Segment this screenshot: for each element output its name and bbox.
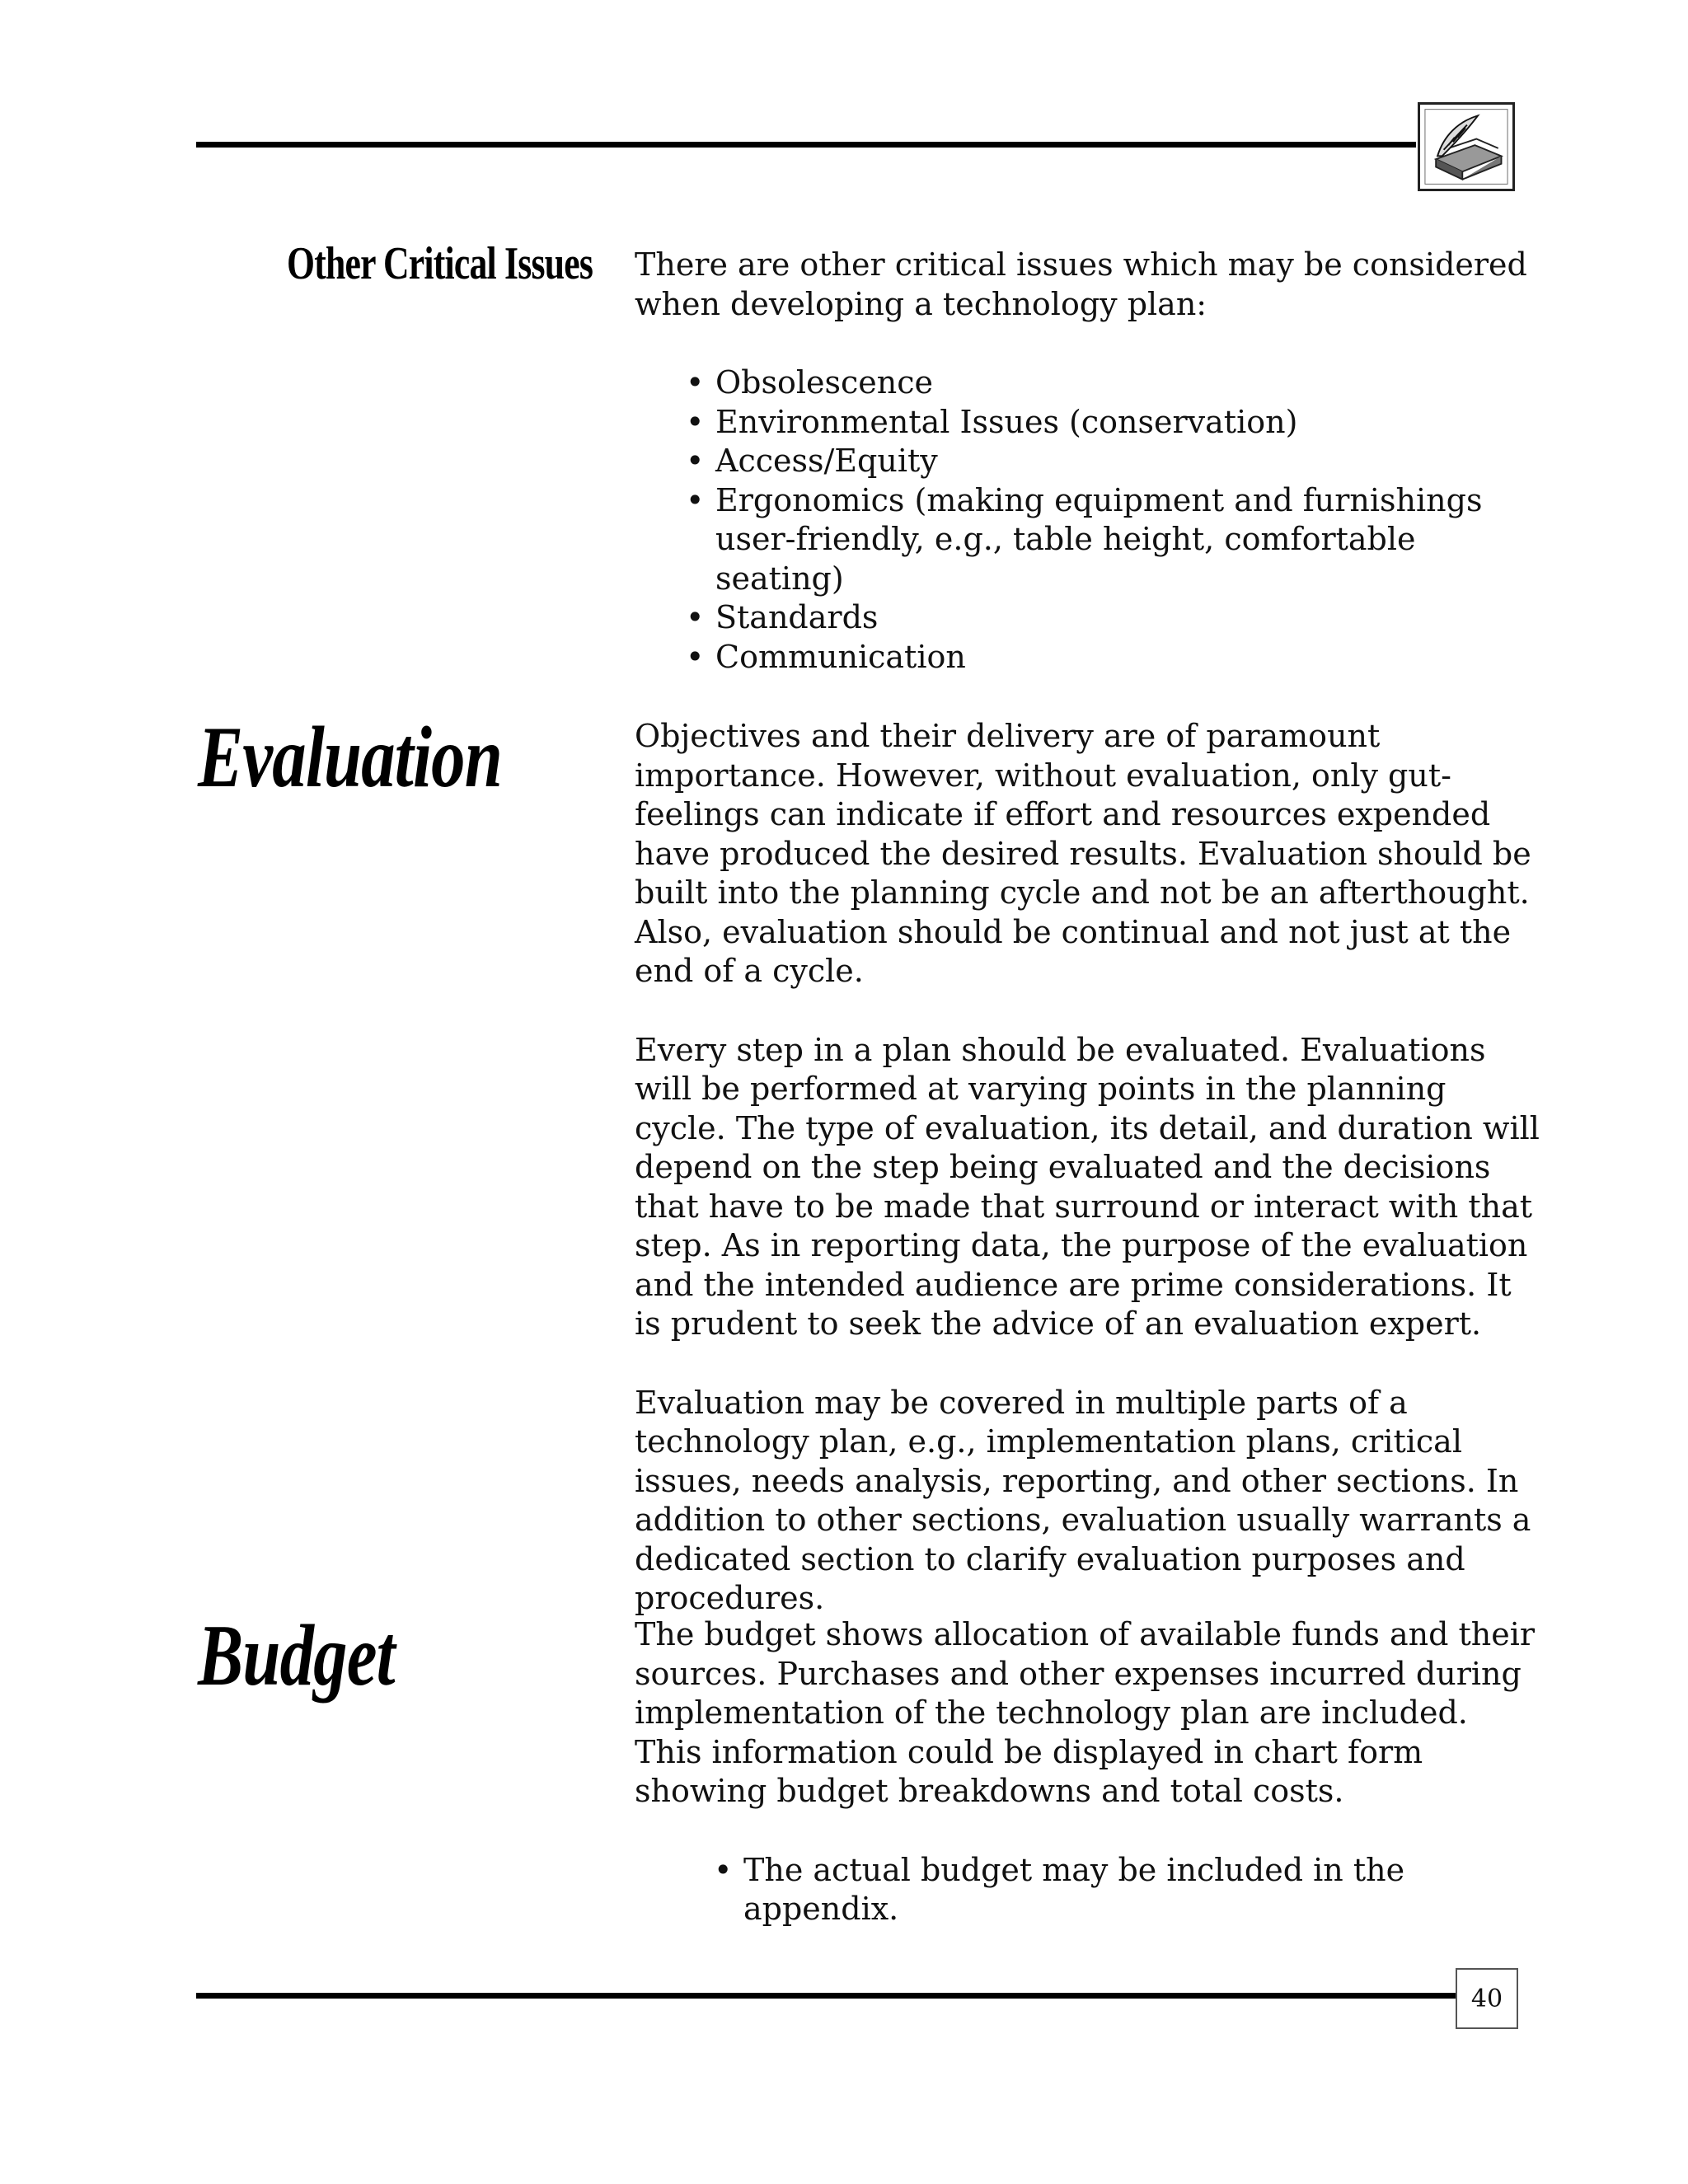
budget-paragraph: The budget shows allocation of available funds and their sources. Purchases and other expenses incurred during implementation of the technology plan are included. This information could be displayed in chart form showing budget breakdowns and total costs.	[635, 1616, 1536, 1809]
list-item: • Communication	[686, 638, 1541, 677]
quill-and-books-icon	[1418, 102, 1515, 191]
budget-list	[635, 1851, 1541, 1929]
page-number: 40	[1456, 1968, 1518, 2029]
evaluation-section	[635, 717, 1541, 1619]
evaluation-paragraph-1: Objectives and their delivery are of paramount importance. However, without evaluation, only gut-feelings can indicate if effort and resources expended have produced the desired results. Evaluation should be built into the planning cycle and not be an afterthought. Also, evaluation should be continual and not just at the end of a cycle.	[635, 718, 1531, 989]
budget-heading: Budget	[198, 1607, 395, 1704]
issues-intro: There are other critical issues which may be considered when developing a technology plan:	[635, 246, 1527, 322]
list-item: • Standards	[686, 598, 1541, 638]
issues-list	[635, 363, 1541, 677]
list-item: • Environmental Issues (conservation)	[686, 403, 1541, 443]
evaluation-heading: Evaluation	[198, 709, 502, 805]
header-rule	[196, 142, 1416, 148]
list-item: • The actual budget may be included in the appendix.	[714, 1851, 1541, 1929]
other-critical-issues-heading: Other Critical Issues	[287, 238, 593, 289]
list-item: • Access/Equity	[686, 442, 1541, 481]
budget-section	[635, 1615, 1541, 1929]
issues-section	[635, 246, 1541, 677]
evaluation-paragraph-2: Every step in a plan should be evaluated. Evaluations will be performed at varying points in the planning cycle. The type of evaluation, its detail, and duration will depend on the step being evaluated and the decisions that have to be made that surround or interact with that step. As in reporting data, the purpose of the evaluation and the intended audience are prime considerations. It is prudent to seek the advice of an evaluation expert.	[635, 1031, 1540, 1342]
list-item: • Obsolescence	[686, 363, 1541, 403]
footer-rule	[196, 1993, 1456, 1999]
list-item: • Ergonomics (making equipment and furnishings user-friendly, e.g., table height, comfortable seating)	[686, 481, 1541, 599]
evaluation-paragraph-3: Evaluation may be covered in multiple parts of a technology plan, e.g., implementation plans, critical issues, needs analysis, reporting, and other sections. In addition to other sections, evaluation usually warrants a dedicated section to clarify evaluation purposes and procedures.	[635, 1384, 1531, 1616]
